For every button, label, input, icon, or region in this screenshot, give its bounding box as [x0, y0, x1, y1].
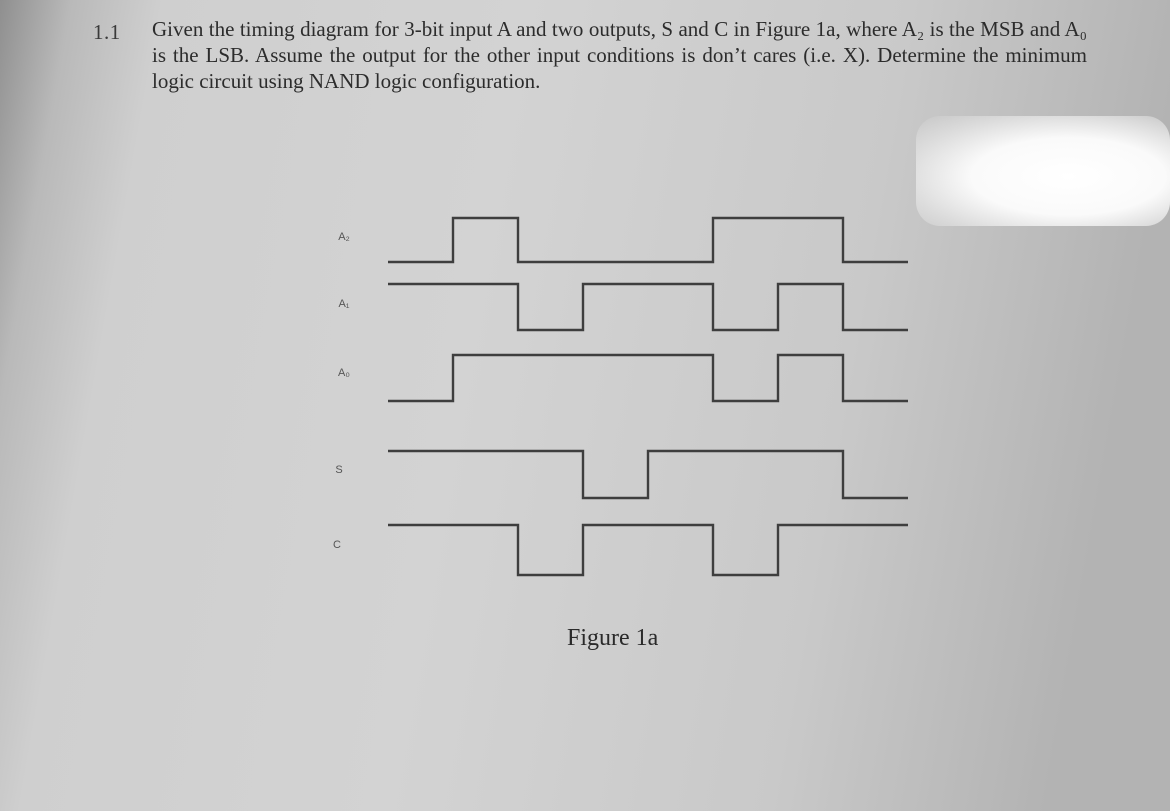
- signal-label: A₁: [338, 298, 350, 310]
- figure-caption: Figure 1a: [567, 625, 659, 651]
- waveform-line: [388, 355, 908, 401]
- waveform-line: [388, 284, 908, 330]
- signal-label: A₂: [338, 231, 350, 243]
- question-text: Given the timing diagram for 3-bit input A and two outputs, S and C in Figure 1a, where A₂ is the MSB and A₀ is the LSB. Assume the output for the other input conditions is don’t cares (i.e. X). Determine the minimum logic circuit using NAND logic configuration.: [152, 17, 1087, 93]
- waveform-line: [388, 525, 908, 575]
- waveform-line: [388, 451, 908, 498]
- question-number: 1.1: [93, 20, 121, 44]
- signal-label: S: [335, 464, 343, 476]
- signal-label: A₀: [338, 367, 350, 379]
- waveform-line: [388, 218, 908, 262]
- signal-label: C: [333, 539, 341, 551]
